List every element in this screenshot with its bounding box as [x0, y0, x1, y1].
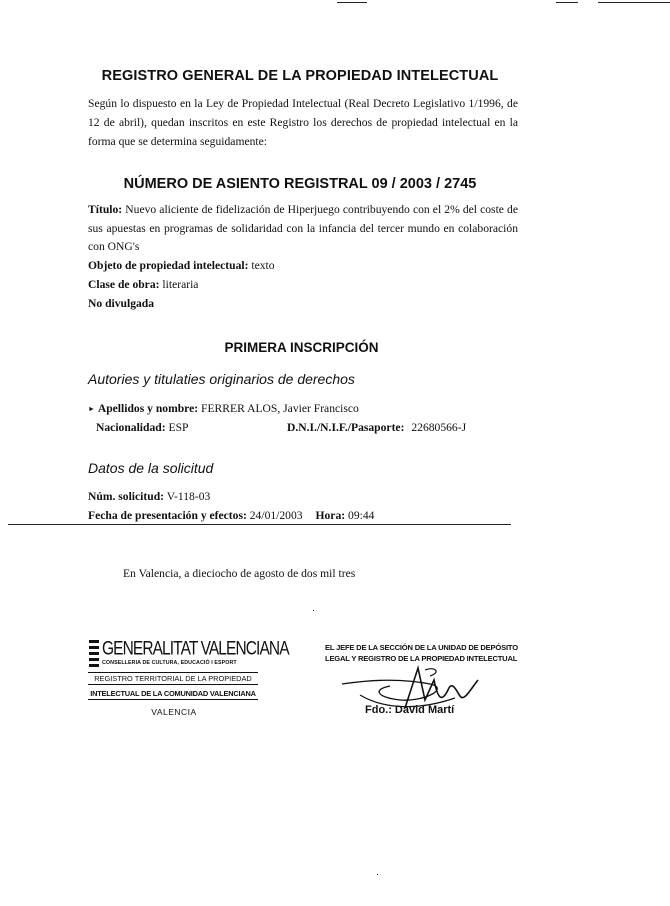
firma-nombre: Fdo.: David Martí — [365, 704, 455, 716]
fecha-value: 24/01/2003 — [249, 509, 303, 522]
scan-mark — [337, 2, 367, 3]
clase-label: Clase de obra: — [88, 278, 160, 291]
titulo-block — [88, 201, 518, 257]
autores-heading: Autories y titulaties originarios de derechos — [88, 371, 355, 387]
objeto-value: texto — [251, 259, 275, 272]
titulo-value: Nuevo aliciente de fidelización de Hiperjuego contribuyendo con el 2% del coste de sus apuestas en programas de solidaridad con la infancia del tercer mundo en colaboración con ONG's — [88, 203, 518, 253]
scan-mark — [556, 2, 578, 3]
divider — [8, 524, 511, 525]
nacionalidad-line — [96, 419, 296, 438]
generalitat-stamp — [88, 638, 289, 723]
clase-line — [88, 276, 518, 295]
apellidos-value: FERRER ALOS, Javier Francisco — [201, 402, 359, 415]
fecha-label: Fecha de presentación y efectos: — [88, 509, 247, 522]
apellidos-line — [88, 400, 528, 419]
intro-paragraph: Según lo dispuesto en la Ley de Propiedad Intelectual (Real Decreto Legislativo 1/1996, de 12 de abril), quedan inscritos en este Registro los derechos de propiedad intelectual en la forma que se determina seguidamente: — [88, 97, 518, 148]
apellidos-label: Apellidos y nombre: — [97, 402, 199, 415]
objeto-line — [88, 257, 518, 276]
speck — [313, 610, 314, 611]
generalitat-name: GENERALITAT VALENCIANA — [102, 638, 289, 660]
titulo-label: Título: — [88, 203, 123, 216]
objeto-label: Objeto de propiedad intelectual: — [88, 259, 249, 272]
bullet-icon: ► — [88, 405, 95, 413]
solicitud-heading: Datos de la solicitud — [88, 460, 214, 476]
valencia-label: VALENCIA — [151, 707, 197, 717]
registro-line-2: INTELECTUAL DE LA COMUNIDAD VALENCIANA — [88, 688, 258, 700]
fecha-line — [88, 507, 528, 526]
nacionalidad-value: ESP — [168, 421, 189, 434]
primera-inscripcion-heading: PRIMERA INSCRIPCIÓN — [224, 340, 379, 355]
hora-value: 09:44 — [348, 509, 375, 522]
conselleria-line: CONSELLERIA DE CULTURA, EDUCACIÓ I ESPORT — [102, 660, 237, 666]
asiento-heading: NÚMERO DE ASIENTO REGISTRAL 09 / 2003 / 2745 — [123, 176, 477, 192]
divulgada-line — [88, 295, 518, 314]
firma-cargo-2: LEGAL Y REGISTRO DE LA PROPIEDAD INTELECTUAL — [325, 654, 518, 663]
speck — [377, 874, 378, 875]
registro-line-1: REGISTRO TERRITORIAL DE LA PROPIEDAD — [88, 672, 258, 685]
nacionalidad-label: Nacionalidad: — [96, 421, 166, 434]
divulgada-text: No divulgada — [88, 297, 155, 310]
num-solicitud-line — [88, 488, 518, 507]
dni-line — [287, 419, 537, 438]
num-value: V-118-03 — [166, 490, 211, 503]
document-title: REGISTRO GENERAL DE LA PROPIEDAD INTELECTUAL — [101, 68, 499, 84]
lugar-fecha: En Valencia, a dieciocho de agosto de dos mil tres — [123, 567, 356, 580]
hora-label: Hora: — [315, 509, 346, 522]
firma-cargo-1: EL JEFE DE LA SECCIÓN DE LA UNIDAD DE DEPÓSITO — [325, 643, 518, 652]
scan-mark — [598, 2, 670, 3]
dni-label: D.N.I./N.I.F./Pasaporte: — [287, 421, 405, 434]
clase-value: literaria — [162, 278, 199, 291]
dni-value: 22680566-J — [411, 421, 467, 434]
generalitat-bars-icon — [89, 640, 99, 670]
num-label: Núm. solicitud: — [88, 490, 165, 503]
